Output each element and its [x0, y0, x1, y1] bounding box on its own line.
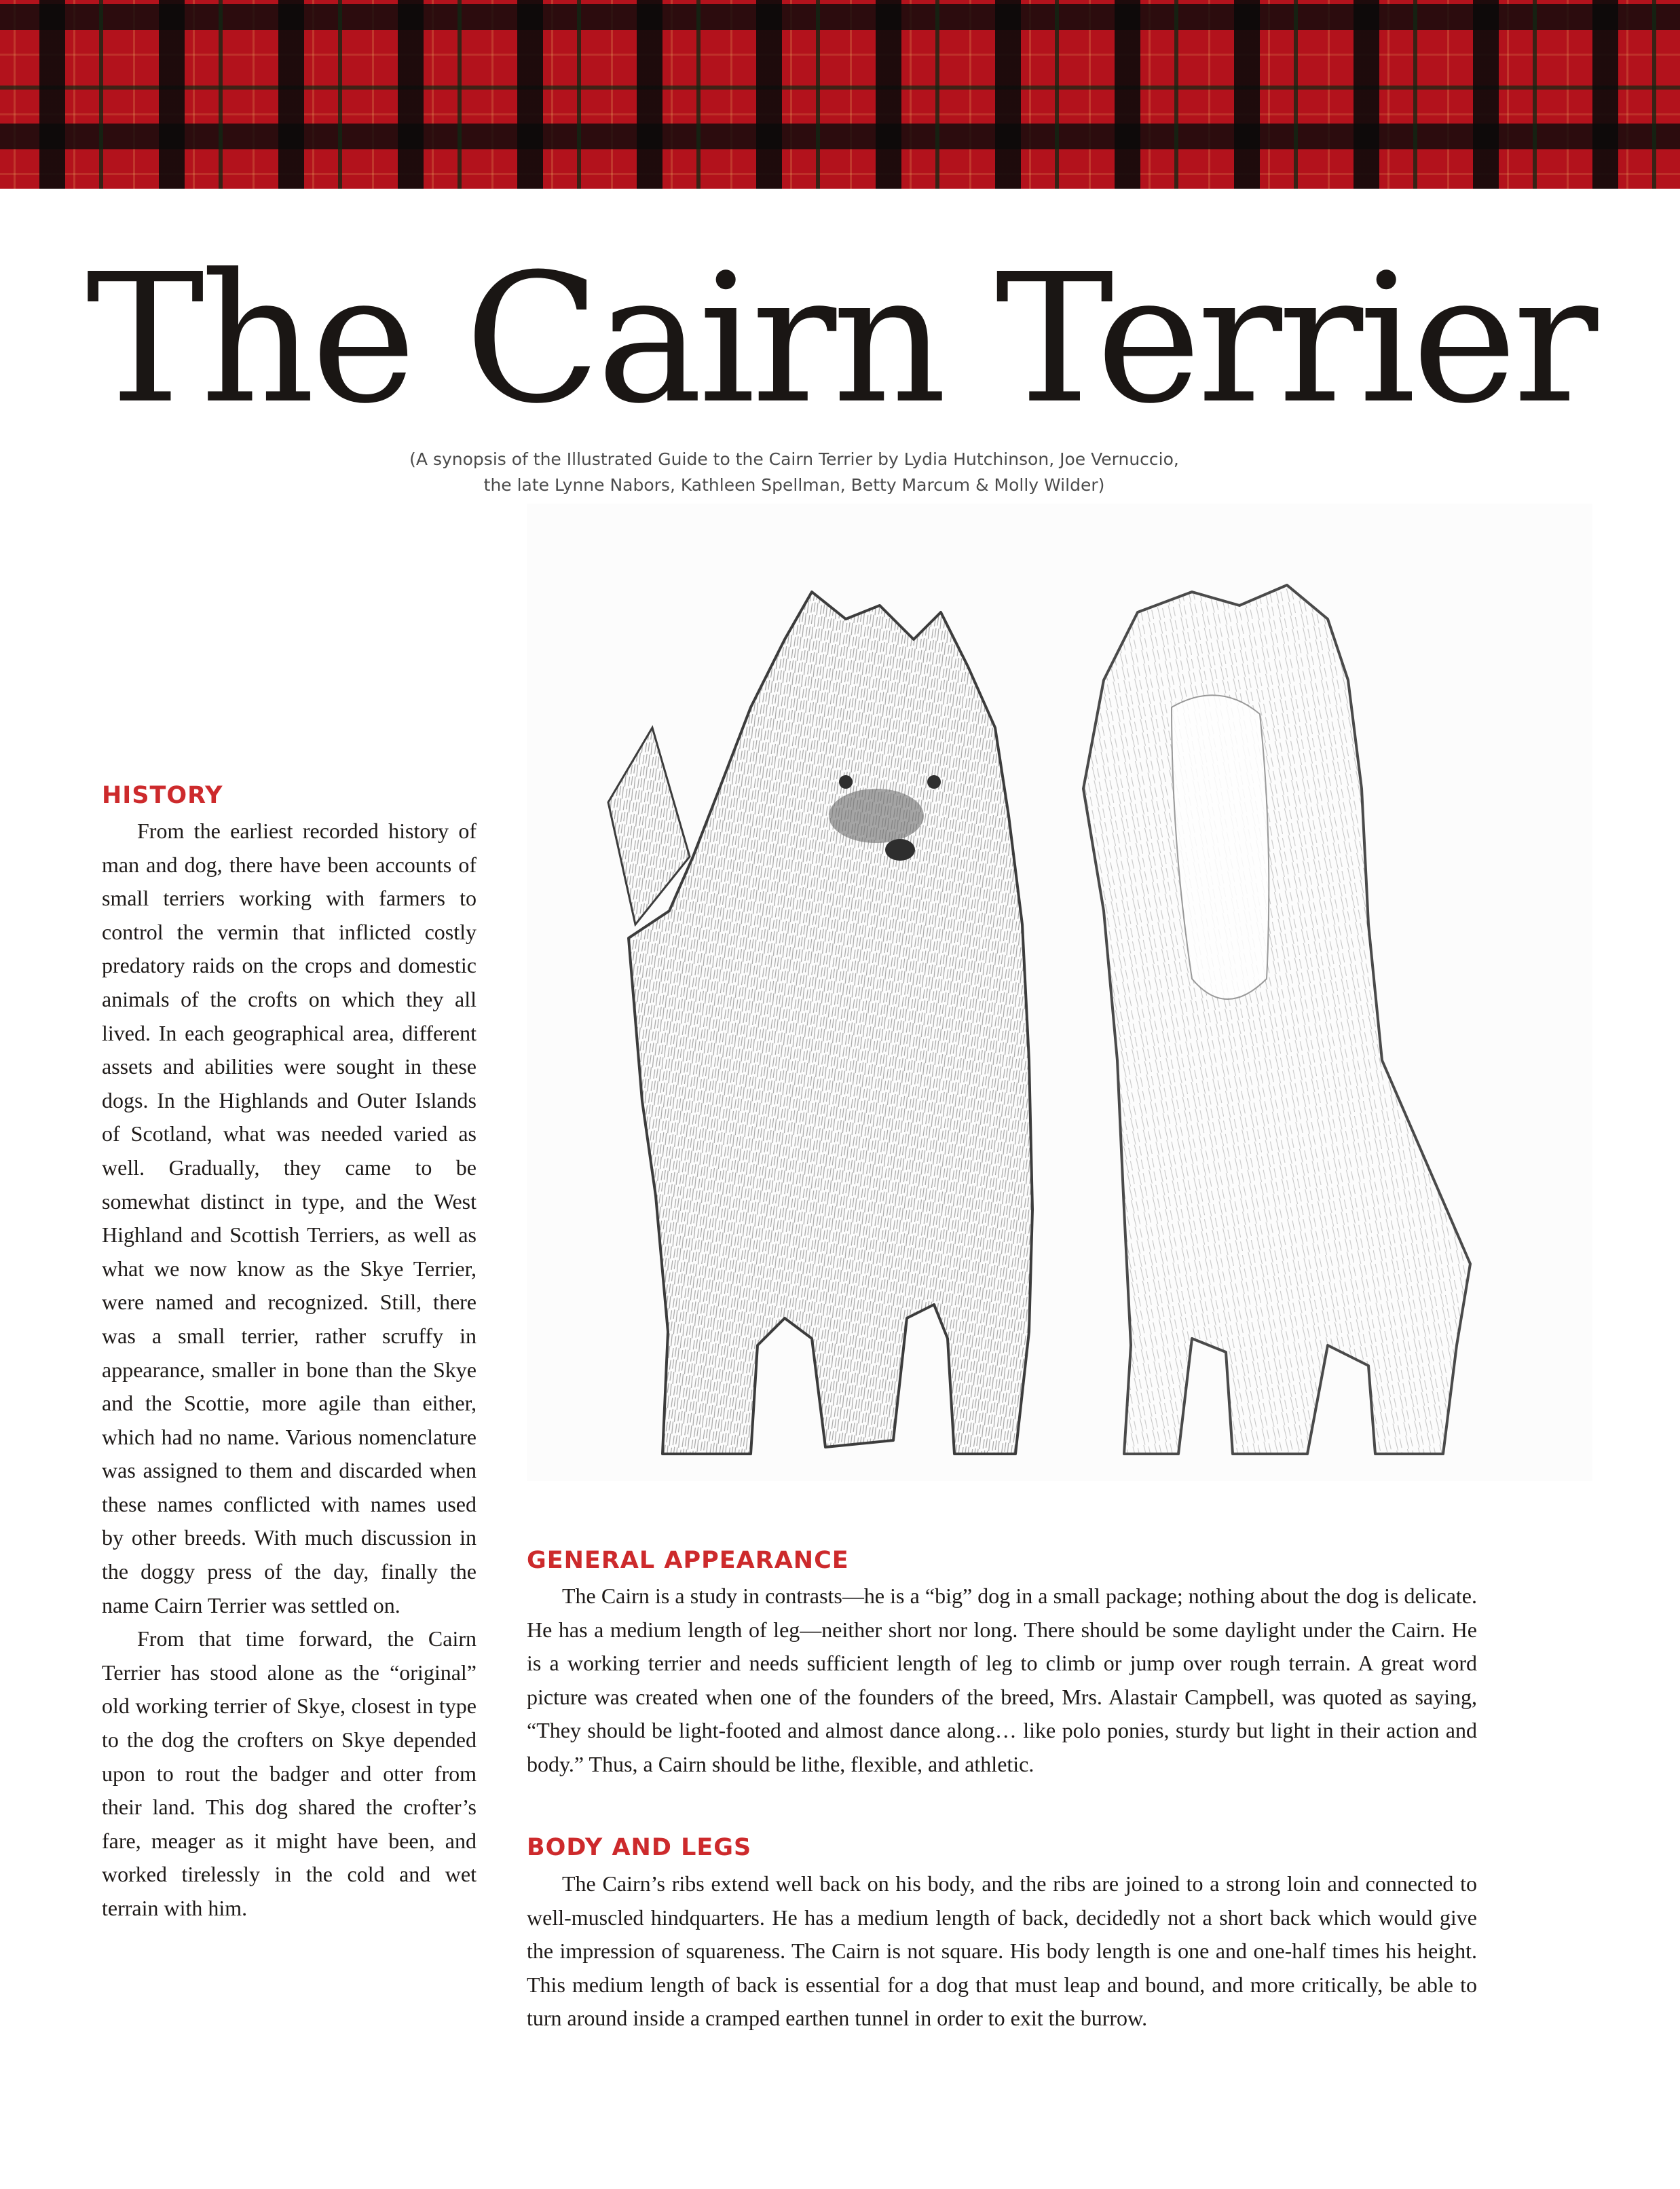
- subtitle-line: (A synopsis of the Illustrated Guide to the Cairn Terrier by Lydia Hutchinson, Joe Vernuccio,: [409, 449, 1179, 469]
- subtitle: [272, 447, 1317, 498]
- page-title: The Cairn Terrier: [86, 236, 1594, 443]
- dog-front-view-drawing: [608, 592, 1032, 1454]
- dog-rear-view-drawing: [1083, 585, 1470, 1454]
- subtitle-line: the late Lynne Nabors, Kathleen Spellman, Betty Marcum & Molly Wilder): [483, 475, 1105, 495]
- tartan-banner: [0, 0, 1680, 189]
- body-and-legs-heading: BODY AND LEGS: [527, 1834, 752, 1861]
- cairn-terrier-illustration: [527, 504, 1592, 1481]
- history-heading: HISTORY: [102, 782, 223, 809]
- body-and-legs-paragraph: The Cairn’s ribs extend well back on his body, and the ribs are joined to a strong loin and connected to well-muscled hindquarters. He has a medium length of back, decidedly not a short back which would give the impression of squareness. The Cairn is not square. His body length is one and one-half times his height. This medium length of back is essential for a dog that must leap and bound, and more critically, be able to turn around inside a cramped earthen tunnel in order to exit the burrow.: [527, 1871, 1477, 2031]
- history-paragraph: From that time forward, the Cairn Terrier has stood alone as the “original” old working terrier of Skye, closest in type to the dog the crofters on Skye depended upon to rout the badger and otter from their land. This dog shared the crofter’s fare, meager as it might have been, and worked tirelessly in the cold and wet terrain with him.: [102, 1626, 477, 1920]
- general-appearance-paragraph: The Cairn is a study in contrasts—he is a “big” dog in a small package; nothing about the dog is delicate. He has a medium length of leg—neither short nor long. There should be some daylight under the Cairn. He is a working terrier and needs sufficient length of leg to climb or jump over rough terrain. A great word picture was created when one of the founders of the breed, Mrs. Alastair Campbell, was quoted as saying, “They should be light-footed and almost dance along… like polo ponies, sturdy but light in their action and body.” Thus, a Cairn should be lithe, flexible, and athletic.: [527, 1584, 1477, 1776]
- general-appearance-heading: GENERAL APPEARANCE: [527, 1547, 849, 1574]
- general-appearance-body: [527, 1579, 1477, 1782]
- body-and-legs-body: [527, 1867, 1477, 2036]
- history-body: [102, 815, 477, 1926]
- history-paragraph: From the earliest recorded history of man and dog, there have been accounts of small terriers working with farmers to control the vermin that inflicted costly predatory raids on the crops and domestic animals of the crofts on which they all lived. In each geographical area, different assets and abilities were sought in these dogs. In the Highlands and Outer Islands of Scotland, what was needed varied as well. Gradually, they came to be somewhat distinct in type, and the West Highland and Scottish Terriers, as well as what we now know as the Skye Terrier, were named and recognized. Still, there was a small terrier, rather scruffy in appearance, smaller in bone than the Skye and the Scottie, more agile than either, which had no name. Various nomenclature was assigned to them and discarded when these names conflicted with names used by other breeds. With much discussion in the doggy press of the day, finally the name Cairn Terrier was settled on.: [102, 819, 477, 1617]
